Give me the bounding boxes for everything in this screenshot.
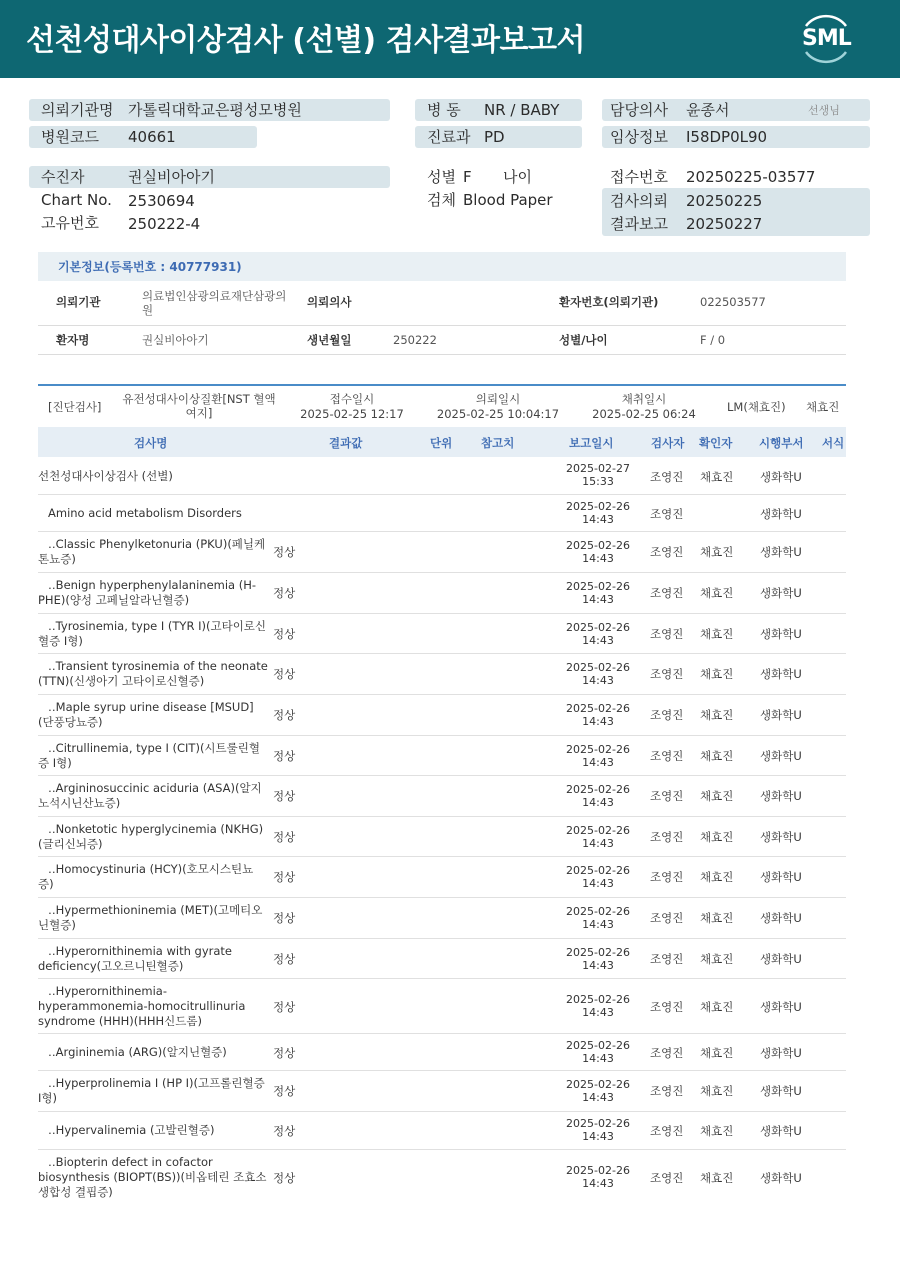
report-date: 2025-02-26 — [566, 864, 630, 877]
confirmer: 채효진 — [700, 667, 734, 681]
tester: 조영진 — [650, 952, 684, 966]
col-format: 서식 — [822, 436, 845, 450]
test-result: 정상 — [273, 1000, 296, 1014]
confirmer: 채효진 — [700, 708, 734, 722]
test-name: ‥Hyperprolinemia I (HP I)(고프롤린혈증 I형) — [38, 1076, 265, 1105]
lm-name: 채효진 — [806, 400, 840, 414]
confirmer: 채효진 — [700, 749, 734, 763]
chart-label: Chart No. — [41, 191, 112, 209]
table-row — [38, 857, 846, 898]
department: 생화학U — [760, 627, 802, 641]
confirmer: 채효진 — [700, 789, 734, 803]
test-name: ‥Classic Phenylketonuria (PKU)(페닐케톤뇨증) — [38, 537, 266, 566]
report-date: 2025-02-26 — [566, 702, 630, 715]
test-name: ‥Argininosuccinic aciduria (ASA)(알지노석시닌산뇨증) — [38, 781, 262, 810]
department: 생화학U — [760, 708, 802, 722]
tester: 조영진 — [650, 1000, 684, 1014]
report-datetime — [548, 743, 648, 769]
test-result: 정상 — [273, 789, 296, 803]
received-label: 접수일시 — [329, 392, 375, 406]
col-report-date: 보고일시 — [569, 436, 614, 450]
report-datetime — [548, 946, 648, 972]
receipt-value: 20250225-03577 — [686, 168, 816, 186]
report-time: 14:43 — [582, 877, 614, 890]
report-date: 2025-02-26 — [566, 621, 630, 634]
test-name: ‥Tyrosinemia, type I (TYR I)(고타이로신혈증 I형) — [38, 619, 267, 648]
report-datetime — [548, 824, 648, 850]
department: 생화학U — [760, 1000, 802, 1014]
report-date: 2025-02-26 — [566, 580, 630, 593]
test-name: ‥Argininemia (ARG)(알지닌혈증) — [48, 1045, 227, 1059]
sexage-value: F / 0 — [700, 333, 726, 347]
institution-label: 의뢰기관명 — [41, 101, 114, 119]
report-datetime — [548, 702, 648, 728]
confirmer: 채효진 — [700, 952, 734, 966]
department: 생화학U — [760, 1171, 802, 1185]
report-date: 2025-02-26 — [566, 993, 630, 1006]
report-time: 14:43 — [582, 837, 614, 850]
test-name: ‥Hypervalinemia (고발린혈증) — [48, 1123, 215, 1137]
test-result: 정상 — [273, 952, 296, 966]
table-row — [38, 1112, 846, 1150]
sex-label: 성별 — [427, 168, 456, 186]
confirmer: 채효진 — [700, 1046, 734, 1060]
report-datetime — [548, 783, 648, 809]
test-result: 정상 — [273, 749, 296, 763]
report-datetime — [548, 905, 648, 931]
received-value: 2025-02-25 12:17 — [300, 407, 404, 421]
test-result: 정상 — [273, 545, 296, 559]
test-name: ‥Hyperornithinemia-hyperammonemia-homocitrullinuria syndrome (HHH)(HHH신드롬) — [38, 984, 246, 1028]
report-time: 14:43 — [582, 1130, 614, 1143]
report-datetime — [548, 1164, 648, 1190]
report-time: 14:43 — [582, 634, 614, 647]
confirmer: 채효진 — [700, 830, 734, 844]
tester: 조영진 — [650, 667, 684, 681]
col-unit: 단위 — [430, 436, 453, 450]
report-datetime — [548, 462, 648, 488]
table-row — [38, 817, 846, 857]
test-name: ‥Biopterin defect in cofactor biosynthesis (BIOPT(BS))(비옵테린 조효소 생합성 결핍증) — [38, 1155, 267, 1199]
confirmer: 채효진 — [700, 911, 734, 925]
department: 생화학U — [760, 667, 802, 681]
col-name: 검사명 — [134, 436, 168, 450]
report-datetime — [548, 539, 648, 565]
report-date: 2025-02-26 — [566, 661, 630, 674]
doctor-value: 윤종서 — [686, 101, 730, 119]
department: 생화학U — [760, 749, 802, 763]
confirmer: 채효진 — [700, 870, 734, 884]
report-date: 2025-02-26 — [566, 1164, 630, 1177]
basic-info-heading — [38, 252, 846, 281]
basic-info-row-1 — [38, 281, 846, 326]
col-tester: 검사자 — [651, 436, 685, 450]
report-time: 15:33 — [582, 475, 614, 488]
col-result: 결과값 — [329, 436, 363, 450]
table-row — [38, 736, 846, 776]
unique-value: 250222-4 — [128, 215, 201, 233]
pat-name-label: 환자명 — [56, 333, 90, 347]
report-header — [0, 0, 900, 78]
confirmer: 채효진 — [700, 545, 734, 559]
test-panel-name: 유전성대사이상질환[NST 혈액여지] — [122, 392, 276, 420]
dept-value: PD — [484, 128, 505, 146]
confirmer: 채효진 — [700, 470, 734, 484]
report-datetime — [548, 580, 648, 606]
test-result: 정상 — [273, 708, 296, 722]
report-time: 14:43 — [582, 1052, 614, 1065]
department: 생화학U — [760, 470, 802, 484]
test-result: 정상 — [273, 667, 296, 681]
tester: 조영진 — [650, 1046, 684, 1060]
report-date: 2025-02-26 — [566, 1039, 630, 1052]
department: 생화학U — [760, 870, 802, 884]
collected-value: 2025-02-25 06:24 — [592, 407, 696, 421]
confirmer: 채효진 — [700, 1171, 734, 1185]
institution-value: 가톨릭대학교은평성모병원 — [128, 101, 302, 119]
table-row — [38, 979, 846, 1034]
test-name: ‥Maple syrup urine disease [MSUD](단풍당뇨증) — [38, 700, 254, 729]
table-row — [38, 614, 846, 654]
col-dept: 시행부서 — [759, 436, 804, 450]
confirmer: 채효진 — [700, 1000, 734, 1014]
table-row — [38, 457, 846, 495]
test-name: ‥Homocystinuria (HCY)(호모시스틴뇨증) — [38, 862, 254, 891]
tester: 조영진 — [650, 627, 684, 641]
clinical-label: 임상정보 — [610, 128, 668, 146]
tester: 조영진 — [650, 749, 684, 763]
report-date: 2025-02-26 — [566, 539, 630, 552]
results-table-header — [38, 427, 846, 457]
table-row — [38, 776, 846, 817]
dept-label: 진료과 — [427, 128, 471, 146]
report-datetime — [548, 864, 648, 890]
dob-label: 생년월일 — [307, 333, 352, 347]
table-row — [38, 654, 846, 695]
sml-logo — [796, 12, 856, 66]
report-time: 14:43 — [582, 959, 614, 972]
tester: 조영진 — [650, 870, 684, 884]
report-date: 2025-02-26 — [566, 824, 630, 837]
inst-value: 의료법인삼광의료재단삼광의원 — [142, 289, 287, 317]
report-datetime — [548, 500, 648, 526]
confirmer: 채효진 — [700, 1084, 734, 1098]
report-datetime — [548, 1039, 648, 1065]
test-category: [진단검사] — [48, 400, 102, 414]
department: 생화학U — [760, 545, 802, 559]
lm-value: LM(채효진) — [727, 400, 786, 414]
report-time: 14:43 — [582, 593, 614, 606]
report-datetime — [548, 621, 648, 647]
tester: 조영진 — [650, 545, 684, 559]
report-datetime — [548, 993, 648, 1019]
report-value: 20250227 — [686, 215, 763, 233]
report-date: 2025-02-27 — [566, 462, 630, 475]
logo-text: SML — [802, 26, 851, 51]
age-label: 나이 — [503, 168, 532, 186]
table-row — [38, 495, 846, 532]
requested-value: 2025-02-25 10:04:17 — [436, 407, 560, 421]
report-time: 14:43 — [582, 513, 614, 526]
ward-value: NR / BABY — [484, 101, 560, 119]
test-name: ‥Hyperornithinemia with gyrate deficiency(고오르니틴혈증) — [38, 944, 232, 973]
test-result: 정상 — [273, 830, 296, 844]
report-time: 14:43 — [582, 1091, 614, 1104]
test-result: 정상 — [273, 870, 296, 884]
report-date: 2025-02-26 — [566, 905, 630, 918]
hospital-code-value: 40661 — [128, 128, 176, 146]
chart-value: 2530694 — [128, 192, 195, 210]
inst-label: 의뢰기관 — [56, 295, 101, 309]
test-name: ‥Transient tyrosinemia of the neonate (TTN)(신생아기 고타이로신혈증) — [38, 659, 268, 688]
col-ref: 참고치 — [481, 436, 515, 450]
req-doc-label: 의뢰의사 — [307, 295, 352, 309]
unique-label: 고유번호 — [41, 214, 99, 232]
request-value: 20250225 — [686, 192, 763, 210]
clinical-value: I58DP0L90 — [686, 128, 768, 146]
specimen-label: 검체 — [427, 191, 456, 209]
patient-label: 수진자 — [41, 168, 85, 186]
request-label: 검사의뢰 — [610, 192, 668, 210]
tester: 조영진 — [650, 708, 684, 722]
report-datetime — [548, 1078, 648, 1104]
department: 생화학U — [760, 911, 802, 925]
test-name: ‥Hypermethioninemia (MET)(고메티오닌혈증) — [38, 903, 263, 932]
patient-value: 권실비아아기 — [128, 168, 215, 186]
pat-no-label: 환자번호(의뢰기관) — [559, 295, 659, 309]
report-date: 2025-02-26 — [566, 946, 630, 959]
tester: 조영진 — [650, 586, 684, 600]
department: 생화학U — [760, 1046, 802, 1060]
sexage-label: 성별/나이 — [559, 333, 608, 347]
department: 생화학U — [760, 1084, 802, 1098]
report-date: 2025-02-26 — [566, 1117, 630, 1130]
test-name: ‥Nonketotic hyperglycinemia (NKHG)(글리신뇌증) — [38, 822, 264, 851]
test-name: 선천성대사이상검사 (선별) — [38, 469, 173, 483]
tester: 조영진 — [650, 789, 684, 803]
hospital-code-label: 병원코드 — [41, 128, 99, 146]
department: 생화학U — [760, 1124, 802, 1138]
report-date: 2025-02-26 — [566, 500, 630, 513]
report-time: 14:43 — [582, 552, 614, 565]
report-datetime — [548, 1117, 648, 1143]
department: 생화학U — [760, 952, 802, 966]
test-result: 정상 — [273, 911, 296, 925]
report-date: 2025-02-26 — [566, 1078, 630, 1091]
test-result: 정상 — [273, 1124, 296, 1138]
table-row — [38, 1071, 846, 1112]
table-row — [38, 1034, 846, 1071]
table-row — [38, 695, 846, 736]
basic-info-title: 기본정보(등록번호 : 40777931) — [58, 260, 242, 274]
specimen-value: Blood Paper — [463, 191, 553, 209]
section-divider — [38, 384, 846, 386]
report-datetime — [548, 661, 648, 687]
confirmer: 채효진 — [700, 586, 734, 600]
department: 생화학U — [760, 830, 802, 844]
test-name: Amino acid metabolism Disorders — [48, 506, 242, 520]
confirmer: 채효진 — [700, 1124, 734, 1138]
tester: 조영진 — [650, 830, 684, 844]
report-time: 14:43 — [582, 1006, 614, 1019]
report-time: 14:43 — [582, 918, 614, 931]
receipt-label: 접수번호 — [610, 168, 668, 186]
tester: 조영진 — [650, 507, 684, 521]
test-name: ‥Benign hyperphenylalaninemia (H-PHE)(양성 고페닐알라닌혈증) — [38, 578, 257, 607]
report-label: 결과보고 — [610, 215, 668, 233]
confirmer: 채효진 — [700, 627, 734, 641]
collected-label: 채취일시 — [621, 392, 667, 406]
basic-info-row-2 — [38, 326, 846, 355]
report-time: 14:43 — [582, 796, 614, 809]
test-result: 정상 — [273, 627, 296, 641]
doctor-suffix: 선생님 — [808, 104, 840, 117]
department: 생화학U — [760, 789, 802, 803]
table-row — [38, 898, 846, 939]
report-time: 14:43 — [582, 756, 614, 769]
report-time: 14:43 — [582, 674, 614, 687]
report-time: 14:43 — [582, 715, 614, 728]
table-row — [38, 532, 846, 573]
tester: 조영진 — [650, 911, 684, 925]
requested-label: 의뢰일시 — [475, 392, 521, 406]
table-row — [38, 939, 846, 979]
tester: 조영진 — [650, 1171, 684, 1185]
test-name: ‥Citrullinemia, type I (CIT)(시트룰린혈증 I형) — [38, 741, 260, 770]
report-title: 선천성대사이상검사 (선별) 검사결과보고서 — [26, 23, 585, 58]
table-row — [38, 1150, 846, 1206]
pat-no-value: 022503577 — [700, 295, 766, 309]
tester: 조영진 — [650, 1124, 684, 1138]
report-date: 2025-02-26 — [566, 743, 630, 756]
table-row — [38, 573, 846, 614]
tester: 조영진 — [650, 1084, 684, 1098]
tester: 조영진 — [650, 470, 684, 484]
sex-value: F — [463, 168, 472, 186]
report-date: 2025-02-26 — [566, 783, 630, 796]
test-result: 정상 — [273, 586, 296, 600]
department: 생화학U — [760, 507, 802, 521]
pat-name-value: 권실비아아기 — [142, 333, 209, 347]
ward-label: 병 동 — [427, 101, 461, 119]
test-result: 정상 — [273, 1084, 296, 1098]
test-result: 정상 — [273, 1171, 296, 1185]
department: 생화학U — [760, 586, 802, 600]
doctor-label: 담당의사 — [610, 101, 668, 119]
dob-value: 250222 — [393, 333, 437, 347]
col-confirmer: 확인자 — [699, 436, 733, 450]
test-result: 정상 — [273, 1046, 296, 1060]
report-time: 14:43 — [582, 1177, 614, 1190]
